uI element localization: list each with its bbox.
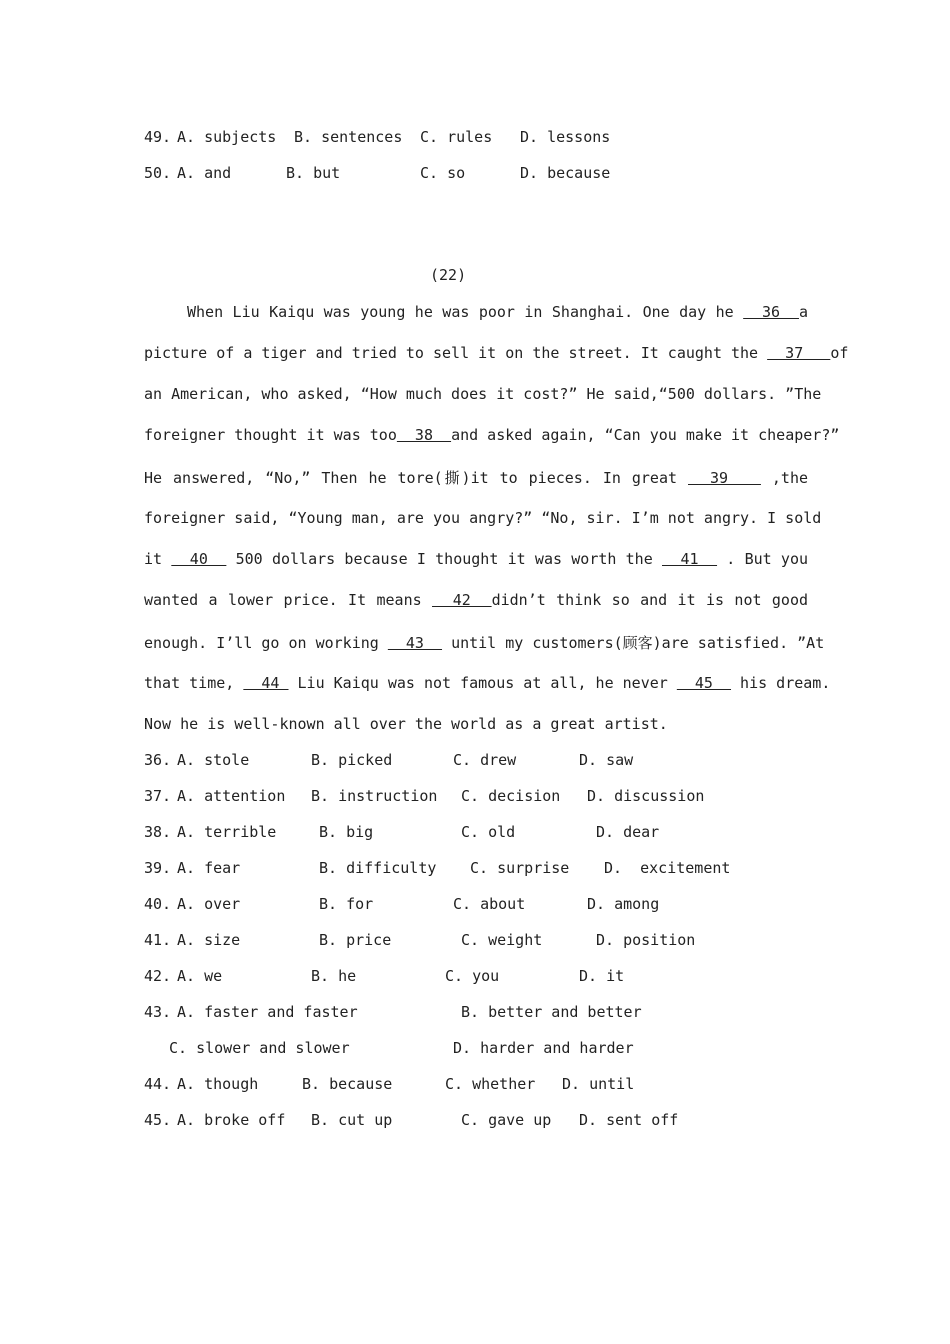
passage-line: an American, who asked, “How much does it cost?” He said,“500 dollars. ”The <box>144 385 822 403</box>
blank-40: 40 <box>171 550 227 568</box>
option-c: C. slower and slower <box>169 1039 350 1057</box>
option-d: D. lessons <box>520 128 611 146</box>
option-b: B. price <box>319 931 392 949</box>
option-a: A. over <box>177 895 241 913</box>
option-c: C. surprise <box>470 859 570 877</box>
option-b: B. big <box>319 823 374 841</box>
option-d: D. saw <box>579 751 634 769</box>
option-b: B. sentences <box>294 128 403 146</box>
question-number: 49. <box>144 128 172 146</box>
blank-38: 38 <box>396 426 452 444</box>
passage-line: foreigner said, “Young man, are you angry?” “No, sir. I’m not angry. I sold <box>144 509 822 527</box>
option-c: C. drew <box>453 751 517 769</box>
blank-44: 44 <box>243 674 289 692</box>
blank-45: 45 <box>676 674 732 692</box>
question-number: 45. <box>144 1111 172 1129</box>
option-c: C. gave up <box>461 1111 552 1129</box>
question-number: 37. <box>144 787 172 805</box>
option-c: C. decision <box>461 787 561 805</box>
option-a: A. and <box>177 164 232 182</box>
option-d: D. excitement <box>604 859 731 877</box>
option-b: B. difficulty <box>319 859 437 877</box>
option-b: B. better and better <box>461 1003 642 1021</box>
option-b: B. because <box>302 1075 393 1093</box>
option-a: A. subjects <box>177 128 277 146</box>
blank-41: 41 <box>662 550 718 568</box>
section-title: (22) <box>430 266 467 284</box>
option-d: D. until <box>562 1075 635 1093</box>
option-d: D. discussion <box>587 787 705 805</box>
question-number: 43. <box>144 1003 172 1021</box>
option-b: B. picked <box>311 751 393 769</box>
passage-line: Now he is well-known all over the world as a great artist. <box>144 715 668 733</box>
option-b: B. but <box>286 164 341 182</box>
passage-line: picture of a tiger and tried to sell it on the street. It caught the 37 of <box>144 344 849 362</box>
option-b: B. he <box>311 967 357 985</box>
blank-39: 39 <box>688 469 761 487</box>
option-d: D. sent off <box>579 1111 679 1129</box>
option-a: A. stole <box>177 751 250 769</box>
option-b: B. for <box>319 895 374 913</box>
blank-36: 36 <box>743 303 799 321</box>
option-c: C. you <box>445 967 500 985</box>
option-a: A. we <box>177 967 223 985</box>
option-c: C. whether <box>445 1075 536 1093</box>
question-number: 50. <box>144 164 172 182</box>
passage-line: foreigner thought it was too 38 and asked again, “Can you make it cheaper?” <box>144 426 840 444</box>
passage-line: enough. I’ll go on working 43 until my customers(顾客)are satisfied. ”At <box>144 634 825 652</box>
option-d: D. harder and harder <box>453 1039 634 1057</box>
question-number: 36. <box>144 751 172 769</box>
blank-42: 42 <box>432 591 492 609</box>
blank-37: 37 <box>767 344 831 362</box>
question-number: 39. <box>144 859 172 877</box>
option-a: A. fear <box>177 859 241 877</box>
option-d: D. among <box>587 895 660 913</box>
option-d: D. position <box>596 931 696 949</box>
option-a: A. terrible <box>177 823 277 841</box>
passage-line: wanted a lower price. It means 42 didn’t think so and it is not good <box>144 591 809 609</box>
option-d: D. dear <box>596 823 660 841</box>
option-c: C. about <box>453 895 526 913</box>
option-a: A. size <box>177 931 241 949</box>
option-b: B. cut up <box>311 1111 393 1129</box>
question-number: 41. <box>144 931 172 949</box>
option-a: A. faster and faster <box>177 1003 358 1021</box>
option-c: C. rules <box>420 128 493 146</box>
option-d: D. because <box>520 164 611 182</box>
option-a: A. though <box>177 1075 259 1093</box>
option-c: C. old <box>461 823 516 841</box>
option-a: A. broke off <box>177 1111 286 1129</box>
passage-line: it 40 500 dollars because I thought it was worth the 41 . But you <box>144 550 809 568</box>
question-number: 38. <box>144 823 172 841</box>
question-number: 42. <box>144 967 172 985</box>
question-number: 40. <box>144 895 172 913</box>
option-c: C. weight <box>461 931 543 949</box>
blank-43: 43 <box>387 634 443 652</box>
passage-line: that time, 44 Liu Kaiqu was not famous at all, he never 45 his dream. <box>144 674 831 692</box>
option-a: A. attention <box>177 787 286 805</box>
option-d: D. it <box>579 967 625 985</box>
option-b: B. instruction <box>311 787 438 805</box>
option-c: C. so <box>420 164 466 182</box>
passage-line: He answered, “No,” Then he tore(撕)it to pieces. In great 39 ,the <box>144 469 809 487</box>
question-number: 44. <box>144 1075 172 1093</box>
passage-line: When Liu Kaiqu was young he was poor in Shanghai. One day he 36 a <box>187 303 808 321</box>
